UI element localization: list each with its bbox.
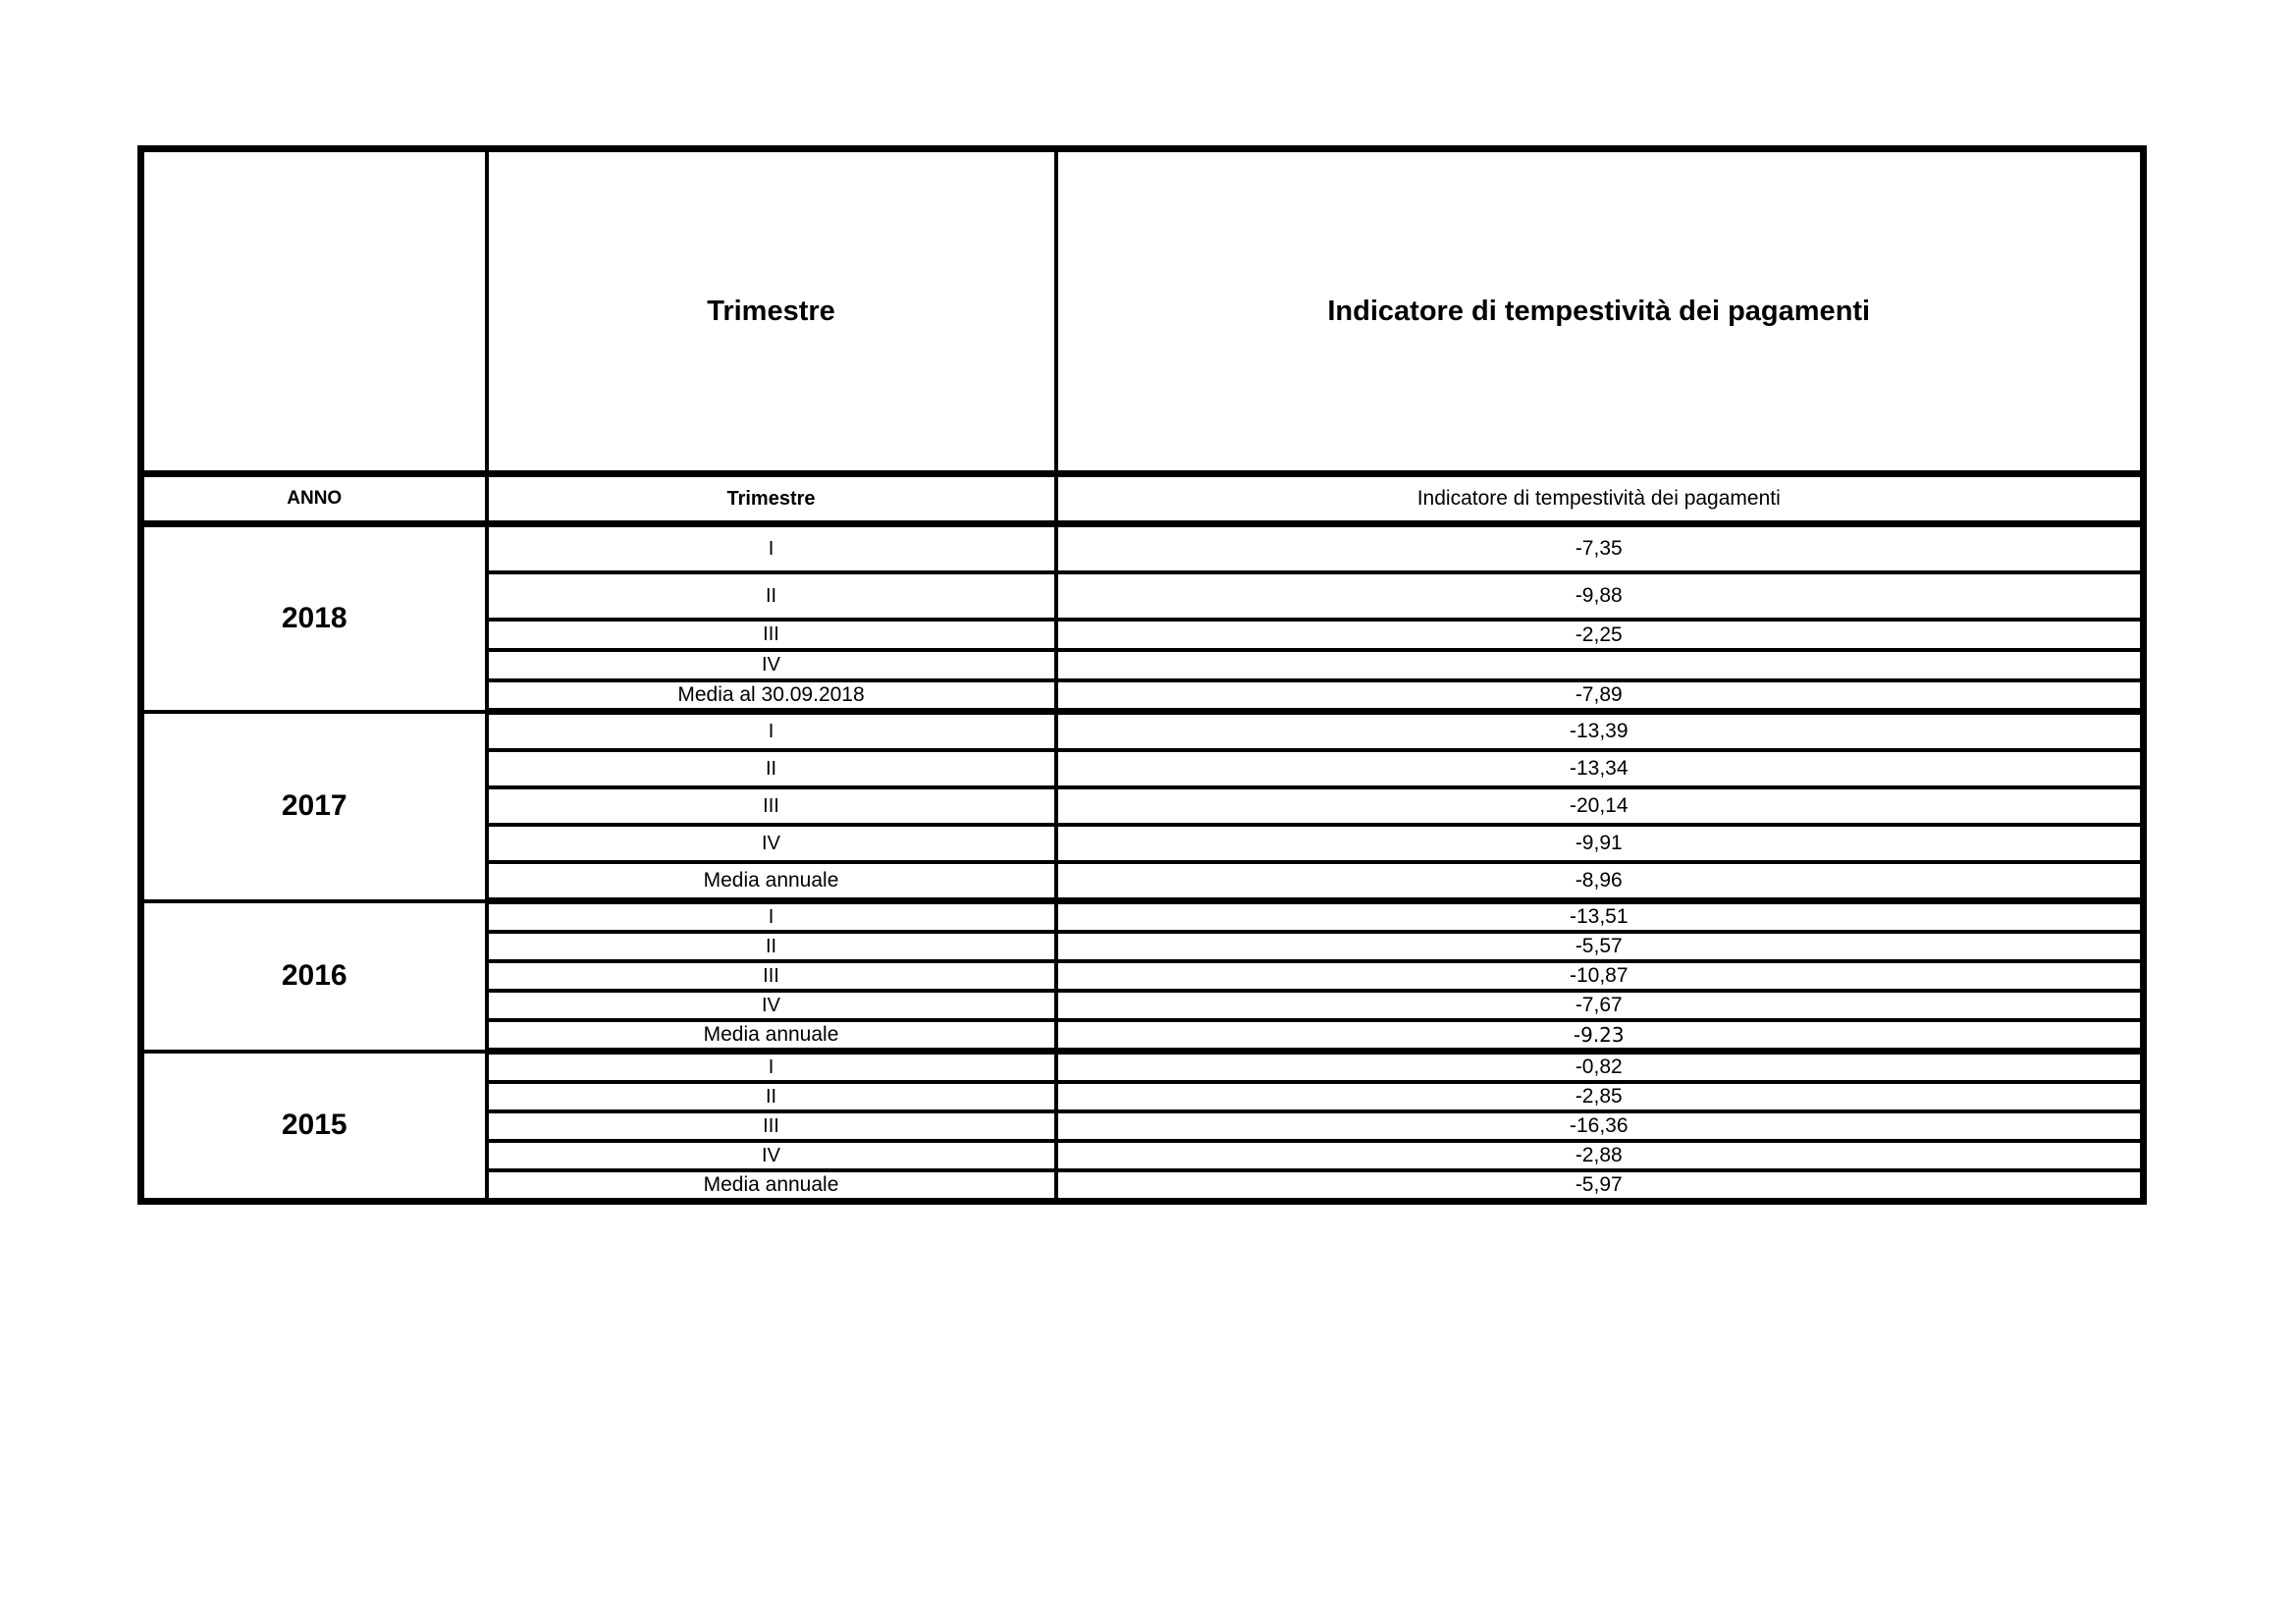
year-cell-2018: 2018 (141, 524, 487, 712)
main-header-empty-cell (141, 149, 487, 474)
value-cell: -10,87 (1056, 961, 2144, 991)
quarter-cell: IV (487, 650, 1056, 680)
value-cell: -2,88 (1056, 1141, 2144, 1170)
value-cell: -13,34 (1056, 750, 2144, 787)
value-cell: -0,82 (1056, 1052, 2144, 1083)
quarter-cell: II (487, 750, 1056, 787)
year-cell-2017: 2017 (141, 712, 487, 901)
quarter-cell: I (487, 524, 1056, 573)
quarter-cell: I (487, 1052, 1056, 1083)
main-header-indicatore: Indicatore di tempestività dei pagamenti (1056, 149, 2144, 474)
quarter-cell: III (487, 1111, 1056, 1141)
value-cell: -13,39 (1056, 712, 2144, 751)
value-cell: -8,96 (1056, 862, 2144, 901)
quarter-cell: I (487, 712, 1056, 751)
quarter-cell: III (487, 620, 1056, 650)
value-cell: -9.23 (1056, 1020, 2144, 1052)
table-row (141, 712, 2144, 751)
table-row (141, 1052, 2144, 1083)
main-header-trimestre: Trimestre (487, 149, 1056, 474)
payment-timeliness-table (137, 145, 2147, 1205)
quarter-cell: II (487, 932, 1056, 961)
quarter-cell: I (487, 901, 1056, 933)
value-cell: -9,88 (1056, 572, 2144, 620)
subheader-anno: ANNO (141, 474, 487, 524)
table-main-header-row (141, 149, 2144, 474)
value-cell: -2,25 (1056, 620, 2144, 650)
value-cell (1056, 650, 2144, 680)
quarter-cell: IV (487, 825, 1056, 862)
value-cell: -5,97 (1056, 1170, 2144, 1202)
value-cell: -2,85 (1056, 1082, 2144, 1111)
quarter-cell: III (487, 787, 1056, 825)
quarter-cell: IV (487, 1141, 1056, 1170)
table-sub-header-row (141, 474, 2144, 524)
quarter-cell: III (487, 961, 1056, 991)
media-label-cell: Media annuale (487, 1020, 1056, 1052)
value-cell: -9,91 (1056, 825, 2144, 862)
quarter-cell: II (487, 1082, 1056, 1111)
media-label-cell: Media annuale (487, 862, 1056, 901)
value-cell: -13,51 (1056, 901, 2144, 933)
value-cell: -20,14 (1056, 787, 2144, 825)
quarter-cell: IV (487, 991, 1056, 1020)
quarter-cell: II (487, 572, 1056, 620)
media-label-cell: Media annuale (487, 1170, 1056, 1202)
subheader-indicatore: Indicatore di tempestività dei pagamenti (1056, 474, 2144, 524)
table-row (141, 901, 2144, 933)
value-cell: -16,36 (1056, 1111, 2144, 1141)
media-label-cell: Media al 30.09.2018 (487, 680, 1056, 712)
value-cell: -5,57 (1056, 932, 2144, 961)
value-cell: -7,89 (1056, 680, 2144, 712)
value-cell: -7,67 (1056, 991, 2144, 1020)
table-row (141, 524, 2144, 573)
year-cell-2015: 2015 (141, 1052, 487, 1202)
value-cell: -7,35 (1056, 524, 2144, 573)
subheader-trimestre: Trimestre (487, 474, 1056, 524)
year-cell-2016: 2016 (141, 901, 487, 1052)
